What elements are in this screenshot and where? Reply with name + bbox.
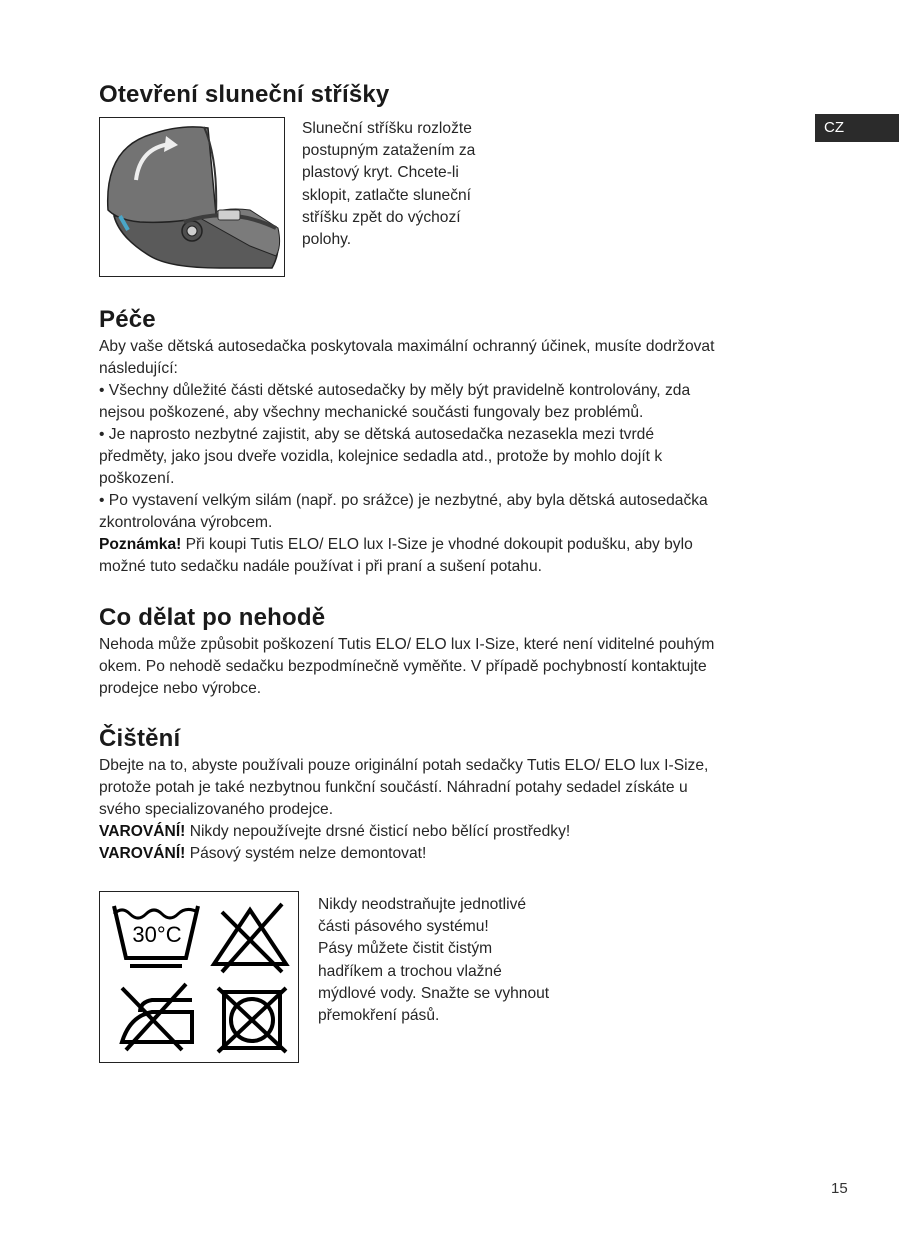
care-paragraph: Aby vaše dětská autosedačka poskytovala maximální ochranný účinek, musíte dodržovat následující: • Všechny důležité části dětské autosedačky by měly být pravidelně kontrolovány, zda nejsou poškozené, aby všechny mechanické součásti fungovaly bez problémů. • Je naprosto nezbytné zajistit, aby se dětská autosedačka nezasekla mezi tvrdé předměty, jako jsou dveře vozidla, kolejnice sedadla atd., protože by mohlo dojít k poškození. • Po vystavení velkým silám (např. po srážce) je nezbytné, aby byla dětská autosedačka zkontrolována výrobcem. Poznámka! Při koupi Tutis ELO/ ELO lux I-Size je vhodné dokoupit podušku, aby bylo možné tuto sedačku nadále používat i při praní a sušení potahu. (99, 336, 814, 578)
no-tumble-dry-icon (218, 988, 286, 1052)
section-title-accident: Co dělat po nehodě (99, 604, 326, 631)
belt-cleaning-text: Nikdy neodstraňujte jednotlivé části pásového systému! Pásy můžete čistit čistým hadříkem a trochou vlažné mýdlové vody. Snažte se vyhnout přemokření pásů. (318, 896, 550, 1025)
language-tab: CZ (815, 114, 899, 142)
page-number: 15 (831, 1180, 848, 1197)
cleaning-paragraph: Dbejte na to, abyste používali pouze originální potah sedačky Tutis ELO/ ELO lux I-Size, protože potah je také nezbytnou funkční součástí. Náhradní potahy sedadel získáte u svého specializovaného prodejce. VAROVÁNÍ! Nikdy nepoužívejte drsné čisticí nebo bělící prostředky! VAROVÁNÍ! Pásový systém nelze demontovat! (99, 755, 814, 865)
car-seat-canopy-icon (100, 118, 284, 276)
wash-30c-icon (114, 906, 198, 966)
canopy-illustration (99, 117, 285, 277)
section-title-care: Péče (99, 306, 156, 333)
care-symbols-box (99, 891, 299, 1063)
warning-belt: VAROVÁNÍ! Pásový systém nelze demontovat! (99, 845, 427, 862)
no-iron-icon (122, 984, 192, 1050)
warning-abrasive: VAROVÁNÍ! Nikdy nepoužívejte drsné čisticí nebo bělící prostředky! (99, 823, 571, 840)
canopy-text: Sluneční stříšku rozložte postupným zatažením za plastový kryt. Chcete-li sklopit, zatlačte sluneční stříšku zpět do výchozí polohy. (302, 120, 476, 249)
section-title-cleaning: Čištění (99, 725, 181, 752)
no-bleach-icon (214, 904, 286, 972)
accident-paragraph: Nehoda může způsobit poškození Tutis ELO/ ELO lux I-Size, které není viditelné pouhým okem. Po nehodě sedačku bezpodmínečně vyměňte. V případě pochybností kontaktujte prodejce nebo výrobce. (99, 636, 715, 697)
section-title-canopy: Otevření sluneční stříšky (99, 81, 390, 108)
care-note: Poznámka! Při koupi Tutis ELO/ ELO lux I-Size je vhodné dokoupit podušku, aby bylo (99, 536, 693, 553)
svg-text:30°C: 30°C (132, 922, 182, 947)
